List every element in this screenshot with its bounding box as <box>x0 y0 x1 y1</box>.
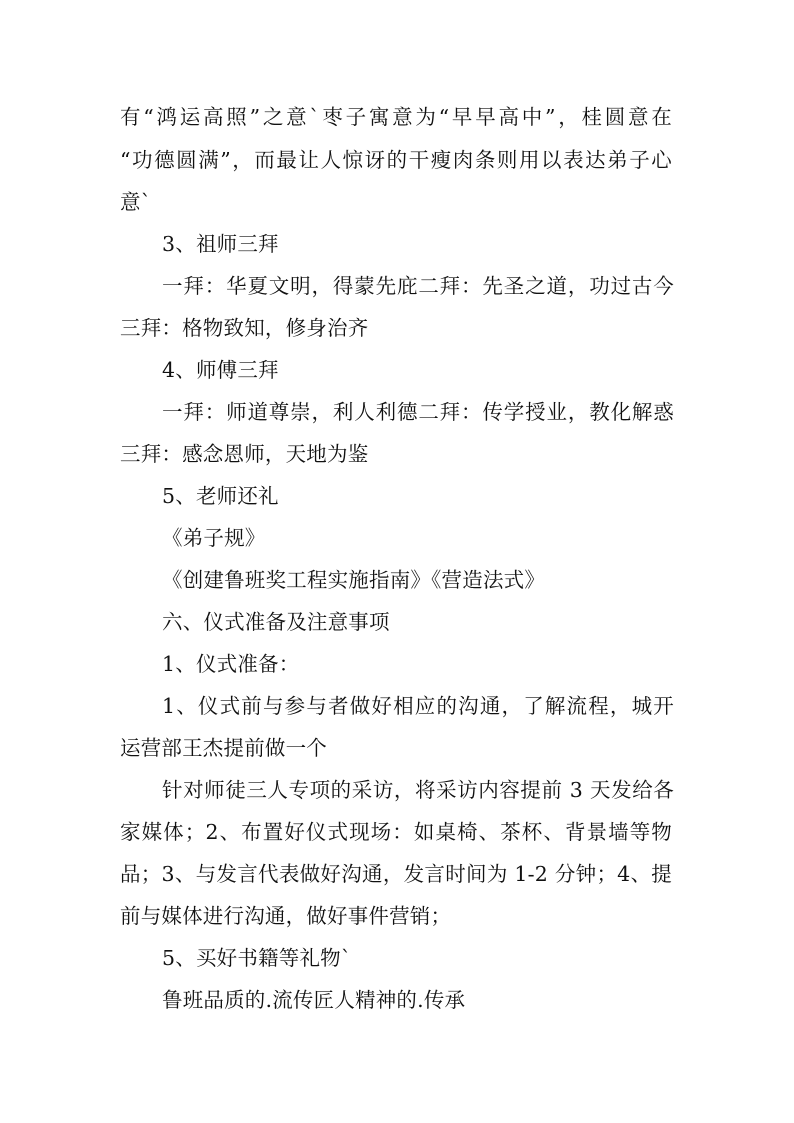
paragraph-line: “功德圆满”，而最让人惊讶的干瘦肉条则用以表达弟子心 <box>120 148 672 172</box>
book-title: 《弟子规》 <box>162 526 266 550</box>
paragraph-line: 品；3、与发言代表做好沟通，发言时间为 1-2 分钟；4、提 <box>120 862 672 886</box>
paragraph-line: 三拜：格物致知，修身治齐 <box>120 316 369 340</box>
paragraph-line: 针对师徒三人专项的采访，将采访内容提前 3 天发给各 <box>162 778 674 802</box>
paragraph-line: 三拜：感念恩师，天地为鉴 <box>120 442 369 466</box>
paragraph-line: 鲁班品质的.流传匠人精神的.传承 <box>162 988 466 1012</box>
paragraph-line: 一拜：师道尊崇，利人利德二拜：传学授业，教化解惑 <box>162 400 674 424</box>
paragraph-line: 运营部王杰提前做一个 <box>120 736 327 760</box>
paragraph-line: 意` <box>120 190 152 214</box>
section-heading: 5、老师还礼 <box>162 484 279 508</box>
book-title: 《创建鲁班奖工程实施指南》《营造法式》 <box>162 568 546 592</box>
paragraph-line: 有“鸿运高照”之意`枣子寓意为“早早高中”，桂圆意在 <box>120 105 672 129</box>
section-heading: 3、祖师三拜 <box>162 232 279 256</box>
section-heading: 六、仪式准备及注意事项 <box>162 610 390 634</box>
paragraph-line: 家媒体；2、布置好仪式现场：如桌椅、茶杯、背景墙等物 <box>120 820 672 844</box>
paragraph-line: 1、仪式前与参与者做好相应的沟通，了解流程，城开 <box>162 694 674 718</box>
section-heading: 1、仪式准备： <box>162 652 300 676</box>
paragraph-line: 一拜：华夏文明，得蒙先庇二拜：先圣之道，功过古今 <box>162 274 674 298</box>
section-heading: 4、师傅三拜 <box>162 358 279 382</box>
section-heading: 5、买好书籍等礼物` <box>162 946 352 970</box>
paragraph-line: 前与媒体进行沟通，做好事件营销； <box>120 904 452 928</box>
